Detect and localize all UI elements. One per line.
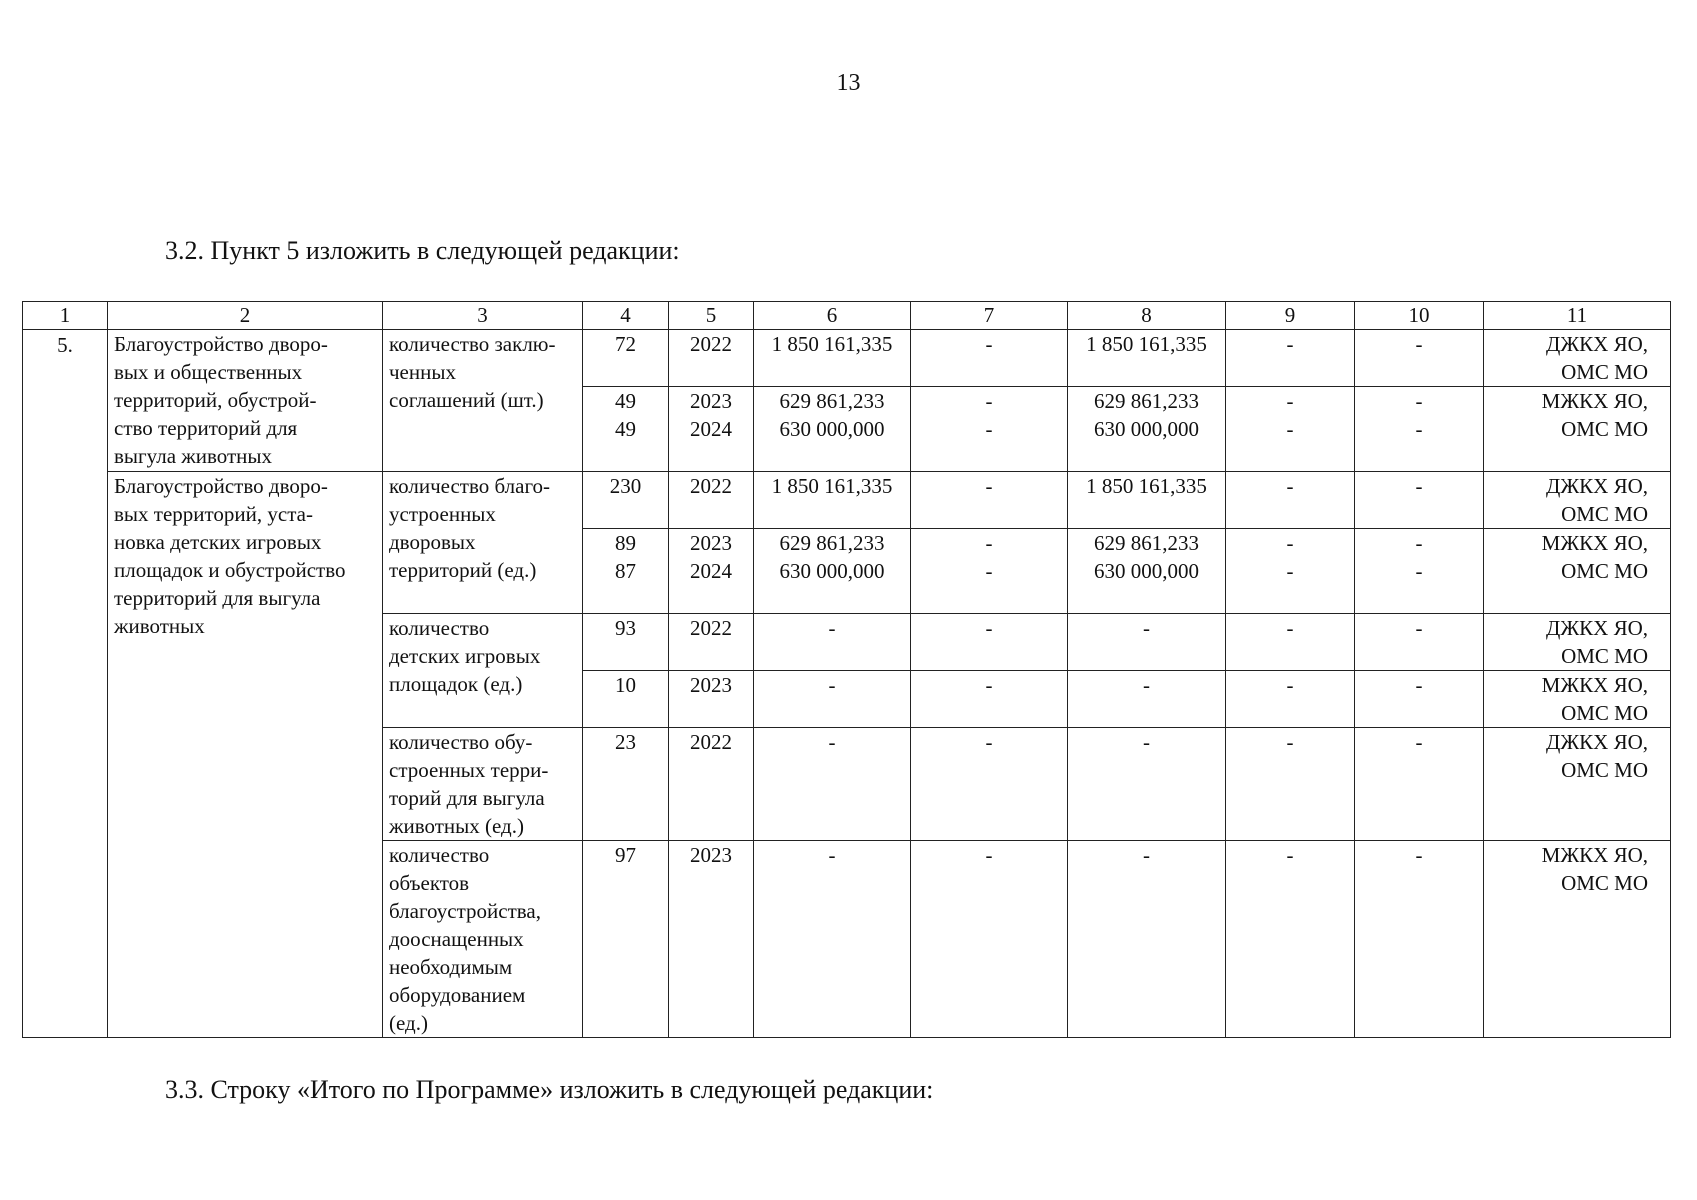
amount-cell: 1 850 161,335 — [1068, 472, 1226, 529]
cell: - — [1355, 330, 1484, 387]
cell: - - — [1226, 529, 1355, 614]
amount-cell: 1 850 161,335 — [1068, 330, 1226, 387]
amount-cell: 1 850 161,335 — [754, 472, 911, 529]
year-cell: 2023 2024 — [669, 387, 754, 472]
row-number-cell: 5. — [23, 330, 108, 1038]
year-cell: 2022 — [669, 330, 754, 387]
indicator-cell: количество обу- строенных терри- торий для выгула животных (ед.) — [383, 728, 583, 841]
cell: - — [1226, 671, 1355, 728]
amount-cell: - — [754, 841, 911, 1038]
year-cell: 2022 — [669, 614, 754, 671]
executor-cell: ДЖКХ ЯО, ОМС МО — [1484, 728, 1671, 841]
executor-cell: МЖКХ ЯО, ОМС МО — [1484, 529, 1671, 614]
header-cell: 5 — [669, 302, 754, 330]
amount-cell: 1 850 161,335 — [754, 330, 911, 387]
amount-cell: 629 861,233 630 000,000 — [1068, 529, 1226, 614]
cell: - - — [1355, 387, 1484, 472]
executor-cell: ДЖКХ ЯО, ОМС МО — [1484, 614, 1671, 671]
year-cell: 2023 — [669, 841, 754, 1038]
event-name-cell: Благоустройство дворо- вых территорий, уста- новка детских игровых площадок и обустройство территорий для выгула животных — [108, 472, 383, 1038]
amount-cell: - — [1068, 671, 1226, 728]
amount-cell: - — [754, 671, 911, 728]
executor-cell: МЖКХ ЯО, ОМС МО — [1484, 671, 1671, 728]
quantity-cell: 10 — [583, 671, 669, 728]
cell: - — [1226, 728, 1355, 841]
cell: - — [911, 728, 1068, 841]
amount-cell: - — [754, 728, 911, 841]
program-table — [22, 301, 1671, 1038]
cell: - - — [1226, 387, 1355, 472]
amount-cell: - — [1068, 614, 1226, 671]
page-number: 13 — [836, 70, 861, 96]
cell: - - — [911, 387, 1068, 472]
cell: - — [911, 472, 1068, 529]
header-cell: 11 — [1484, 302, 1671, 330]
paragraph-3-3: 3.3. Строку «Итого по Программе» изложить в следующей редакции: — [165, 1075, 934, 1104]
header-cell: 6 — [754, 302, 911, 330]
year-cell: 2022 — [669, 472, 754, 529]
header-cell: 2 — [108, 302, 383, 330]
quantity-cell: 89 87 — [583, 529, 669, 614]
cell: - - — [1355, 529, 1484, 614]
amount-cell: 629 861,233 630 000,000 — [1068, 387, 1226, 472]
cell: - — [1226, 614, 1355, 671]
table-row — [23, 330, 1671, 387]
header-cell: 8 — [1068, 302, 1226, 330]
indicator-cell: количество благо- устроенных дворовых территорий (ед.) — [383, 472, 583, 614]
quantity-cell: 49 49 — [583, 387, 669, 472]
cell: - — [1226, 330, 1355, 387]
table-row — [23, 472, 1671, 529]
amount-cell: - — [1068, 728, 1226, 841]
quantity-cell: 23 — [583, 728, 669, 841]
cell: - — [1355, 472, 1484, 529]
cell: - — [1226, 472, 1355, 529]
executor-cell: ДЖКХ ЯО, ОМС МО — [1484, 330, 1671, 387]
header-cell: 9 — [1226, 302, 1355, 330]
year-cell: 2023 2024 — [669, 529, 754, 614]
amount-cell: - — [754, 614, 911, 671]
executor-cell: ДЖКХ ЯО, ОМС МО — [1484, 472, 1671, 529]
cell: - — [911, 841, 1068, 1038]
cell: - — [1355, 671, 1484, 728]
cell: - — [1355, 728, 1484, 841]
indicator-cell: количество объектов благоустройства, дооснащенных необходимым оборудованием (ед.) — [383, 841, 583, 1038]
header-cell: 3 — [383, 302, 583, 330]
cell: - — [911, 671, 1068, 728]
header-cell: 10 — [1355, 302, 1484, 330]
header-cell: 7 — [911, 302, 1068, 330]
amount-cell: - — [1068, 841, 1226, 1038]
header-cell: 1 — [23, 302, 108, 330]
cell: - — [1355, 614, 1484, 671]
executor-cell: МЖКХ ЯО, ОМС МО — [1484, 841, 1671, 1038]
quantity-cell: 97 — [583, 841, 669, 1038]
amount-cell: 629 861,233 630 000,000 — [754, 387, 911, 472]
cell: - — [1355, 841, 1484, 1038]
table-header-row — [23, 302, 1671, 330]
amount-cell: 629 861,233 630 000,000 — [754, 529, 911, 614]
cell: - — [911, 330, 1068, 387]
executor-cell: МЖКХ ЯО, ОМС МО — [1484, 387, 1671, 472]
cell: - — [911, 614, 1068, 671]
quantity-cell: 230 — [583, 472, 669, 529]
cell: - - — [911, 529, 1068, 614]
header-cell: 4 — [583, 302, 669, 330]
quantity-cell: 93 — [583, 614, 669, 671]
indicator-cell: количество детских игровых площадок (ед.) — [383, 614, 583, 728]
year-cell: 2022 — [669, 728, 754, 841]
quantity-cell: 72 — [583, 330, 669, 387]
year-cell: 2023 — [669, 671, 754, 728]
event-name-cell: Благоустройство дворо- вых и общественных территорий, обустрой- ство территорий для выгула животных — [108, 330, 383, 472]
indicator-cell: количество заклю- ченных соглашений (шт.) — [383, 330, 583, 472]
paragraph-3-2: 3.2. Пункт 5 изложить в следующей редакции: — [165, 236, 680, 265]
cell: - — [1226, 841, 1355, 1038]
